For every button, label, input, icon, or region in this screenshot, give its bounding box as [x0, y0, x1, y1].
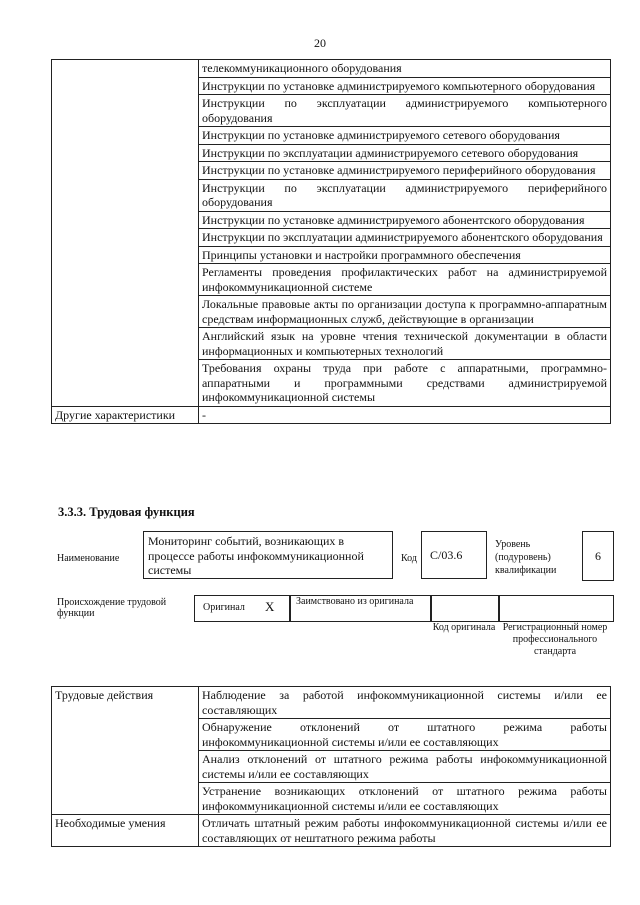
table-row: Инструкции по установке администрируемого абонентского оборудования — [199, 211, 611, 229]
code-original-box — [430, 595, 500, 622]
section-title: 3.3.3. Трудовая функция — [58, 505, 195, 519]
original-label: Оригинал — [203, 602, 245, 613]
table-row: Английский язык на уровне чтения технической документации в области информационных и компьютерных технологий — [199, 328, 611, 360]
function-name-value: Мониторинг событий, возникающих в процессе работы инфокоммуникационной системы — [143, 531, 393, 579]
table-row: телекоммуникационного оборудования — [199, 60, 611, 78]
code-label: Код — [401, 553, 417, 564]
table-row: Принципы установки и настройки программного обеспечения — [199, 246, 611, 264]
other-characteristics-value: - — [199, 406, 611, 424]
labor-actions-table — [51, 686, 611, 847]
table-row: Инструкции по эксплуатации администрируемого сетевого оборудования — [199, 144, 611, 162]
table-row: Инструкции по эксплуатации администрируемого компьютерного оборудования — [199, 95, 611, 127]
other-characteristics-label: Другие характеристики — [52, 406, 199, 424]
qualification-level-value: 6 — [582, 531, 614, 581]
reg-number-label: Регистрационный номер профессионального стандарта — [502, 622, 608, 657]
table-row: Инструкции по установке администрируемого периферийного оборудования — [199, 162, 611, 180]
table-row: Требования охраны труда при работе с аппаратными, программно-аппаратными и программными средствами администрируемой инфокоммуникационной системы — [199, 360, 611, 407]
knowledge-label-cell — [52, 60, 199, 407]
function-name-label: Наименование — [57, 553, 120, 564]
table-row: Инструкции по эксплуатации администрируемого абонентского оборудования — [199, 229, 611, 247]
table-row: Отличать штатный режим работы инфокоммуникационной системы и/или ее составляющих от нештатного режима работы — [199, 815, 611, 847]
table-row: Наблюдение за работой инфокоммуникационной системы и/или ее составляющих — [199, 687, 611, 719]
table-row: Устранение возникающих отклонений от штатного режима работы инфокоммуникационной системы и/или ее составляющих — [199, 783, 611, 815]
table-row: Обнаружение отклонений от штатного режима работы инфокоммуникационной системы и/или ее составляющих — [199, 719, 611, 751]
table-row: Инструкции по установке администрируемого сетевого оборудования — [199, 127, 611, 145]
qualification-level-label: Уровень (подуровень) квалификации — [495, 539, 557, 576]
required-skills-label: Необходимые умения — [52, 815, 199, 847]
origin-label: Происхождение трудовой функции — [57, 597, 167, 619]
table-row: Анализ отклонений от штатного режима работы инфокоммуникационной системы и/или ее составляющих — [199, 751, 611, 783]
borrowed-label: Заимствовано из оригинала — [296, 596, 414, 607]
table-row: Инструкции по установке администрируемого компьютерного оборудования — [199, 77, 611, 95]
reg-number-box — [498, 595, 614, 622]
table-row: Локальные правовые акты по организации доступа к программно-аппаратным средствам информационных служб, действующие в организации — [199, 296, 611, 328]
page-number: 20 — [314, 36, 326, 50]
code-original-label: Код оригинала — [432, 622, 496, 633]
knowledge-table — [51, 59, 611, 424]
table-row: Регламенты проведения профилактических работ на администрируемой инфокоммуникационной системе — [199, 264, 611, 296]
original-mark: X — [265, 599, 275, 614]
table-row: Инструкции по эксплуатации администрируемого периферийного оборудования — [199, 179, 611, 211]
code-value: С/03.6 — [421, 531, 487, 579]
labor-actions-label: Трудовые действия — [52, 687, 199, 815]
